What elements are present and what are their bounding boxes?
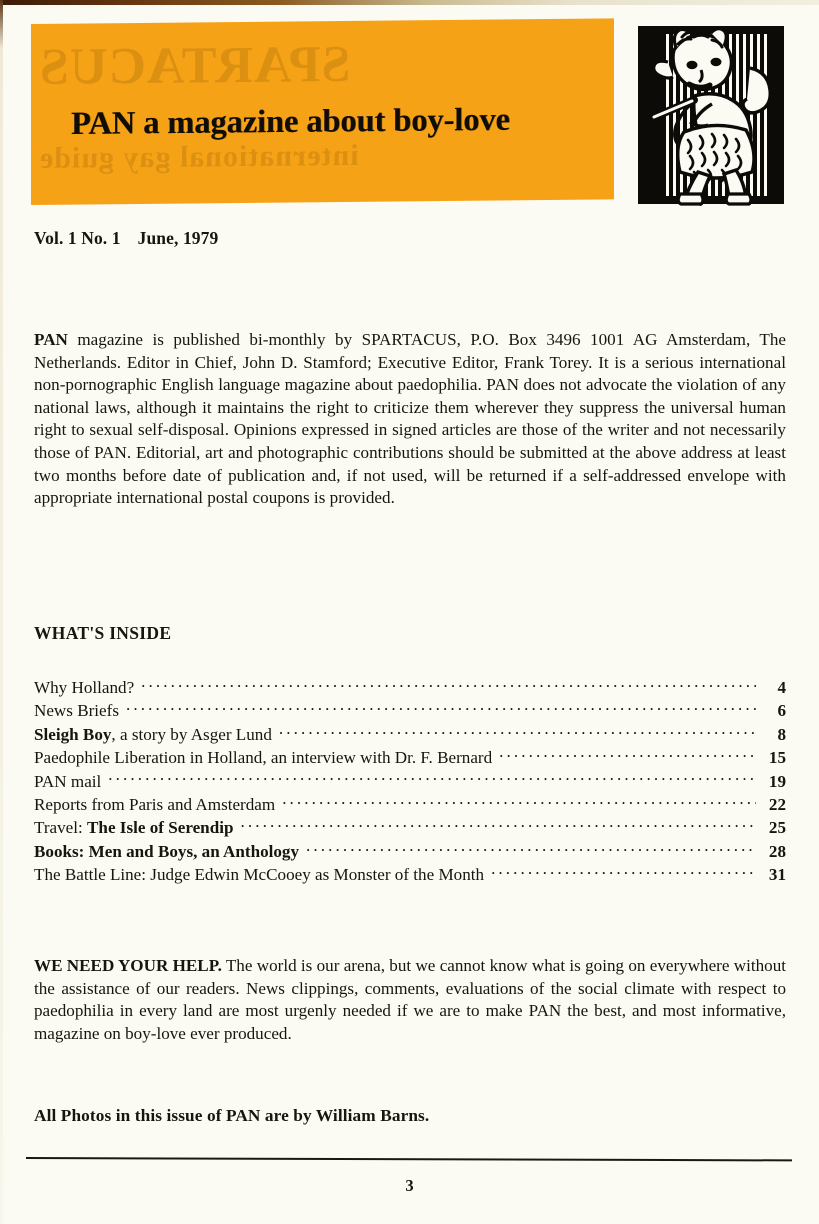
toc-entry[interactable] — [34, 793, 786, 816]
toc-entry-page: 6 — [777, 701, 786, 721]
toc-entry[interactable] — [34, 699, 786, 722]
toc-dot-leader — [306, 840, 756, 857]
page-number: 3 — [405, 1176, 414, 1195]
colophon-body: magazine is published bi-monthly by SPARTACUS, P.O. Box 3496 1001 AG Amsterdam, The Netherlands. Editor in Chief, John D. Stamford; Executive Editor, Frank Torey. It is a serious international non-pornographic English language magazine about paedophilia. PAN does not advocate the violation of any national laws, although it maintains the right to criticize them wherever they suppress the universal human right to sexual self-disposal. Opinions expressed in signed articles are those of the writer and not necessarily those of PAN. Editorial, art and photographic contributions should be submitted at the above address at least two months before date of publication and, if not used, will be returned if a self-addressed envelope with appropriate international postal coupons is provided. — [34, 330, 786, 508]
toc-entry[interactable] — [34, 746, 786, 769]
toc-entry-page: 22 — [768, 795, 786, 815]
toc-entry-title: PAN mail — [34, 771, 102, 791]
contents-heading: WHAT'S INSIDE — [34, 622, 172, 643]
toc-entry[interactable] — [34, 676, 786, 699]
toc-entry-page: 8 — [777, 724, 786, 744]
toc-entry-title: News Briefs — [34, 701, 119, 721]
toc-entry[interactable] — [34, 840, 786, 863]
toc-dot-leader — [108, 770, 756, 787]
colophon-lead: PAN — [34, 330, 68, 350]
appeal-paragraph — [34, 955, 786, 1045]
toc-entry-page: 28 — [768, 841, 786, 861]
toc-entry-title: Books: Men and Boys, an Anthology — [34, 841, 300, 861]
issue-volume: Vol. 1 No. 1 — [34, 228, 121, 248]
toc-entry-title: Sleigh Boy, a story by Asger Lund — [34, 724, 272, 744]
appeal-body: The world is our arena, but we cannot know what is going on everywhere without the assistance of our readers. News clippings, comments, evaluations of the social climate with respect to paedophilia in every land are most urgenly needed if we are to make PAN the best, and most informative, magazine on boy-love ever produced. — [34, 956, 786, 1043]
toc-dot-leader — [141, 676, 756, 693]
toc-entry-title: Travel: The Isle of Serendip — [34, 818, 234, 838]
appeal-lead: WE NEED YOUR HELP. — [34, 956, 222, 976]
table-of-contents — [34, 676, 786, 887]
issue-date: June, 1979 — [137, 228, 219, 248]
toc-dot-leader — [279, 723, 756, 740]
toc-entry[interactable] — [34, 723, 786, 746]
toc-dot-leader — [499, 746, 756, 763]
photo-credit: All Photos in this issue of PAN are by William Barns. — [34, 1106, 430, 1125]
pan-faun-woodcut-icon — [632, 22, 790, 208]
toc-entry-page: 19 — [768, 771, 786, 791]
toc-entry[interactable] — [34, 816, 786, 839]
toc-entry[interactable] — [34, 863, 786, 886]
toc-entry-title: The Battle Line: Judge Edwin McCooey as Monster of the Month — [34, 865, 485, 885]
toc-dot-leader — [126, 699, 756, 716]
toc-dot-leader — [240, 816, 756, 833]
toc-entry-page: 15 — [768, 748, 786, 768]
ghost-text-line-1: SPARTACUS — [39, 35, 351, 96]
toc-dot-leader — [491, 863, 756, 880]
masthead-banner — [31, 24, 614, 205]
toc-entry-title: Why Holland? — [34, 678, 135, 698]
toc-entry-title: Paedophile Liberation in Holland, an interview with Dr. F. Bernard — [34, 748, 493, 768]
toc-entry-page: 25 — [768, 818, 786, 838]
colophon-paragraph — [34, 329, 786, 510]
scan-edge-top — [0, 0, 819, 5]
toc-entry-page: 4 — [777, 678, 786, 698]
scan-edge-left — [0, 0, 3, 1224]
footer-divider — [26, 1157, 792, 1161]
toc-dot-leader — [282, 793, 756, 810]
page-title: PAN a magazine about boy-love — [71, 101, 510, 142]
toc-entry[interactable] — [34, 770, 786, 793]
ghost-text-line-2: international gay guide — [39, 138, 359, 175]
toc-entry-title: Reports from Paris and Amsterdam — [34, 795, 276, 815]
toc-entry-page: 31 — [768, 865, 786, 885]
issue-line — [34, 228, 218, 249]
